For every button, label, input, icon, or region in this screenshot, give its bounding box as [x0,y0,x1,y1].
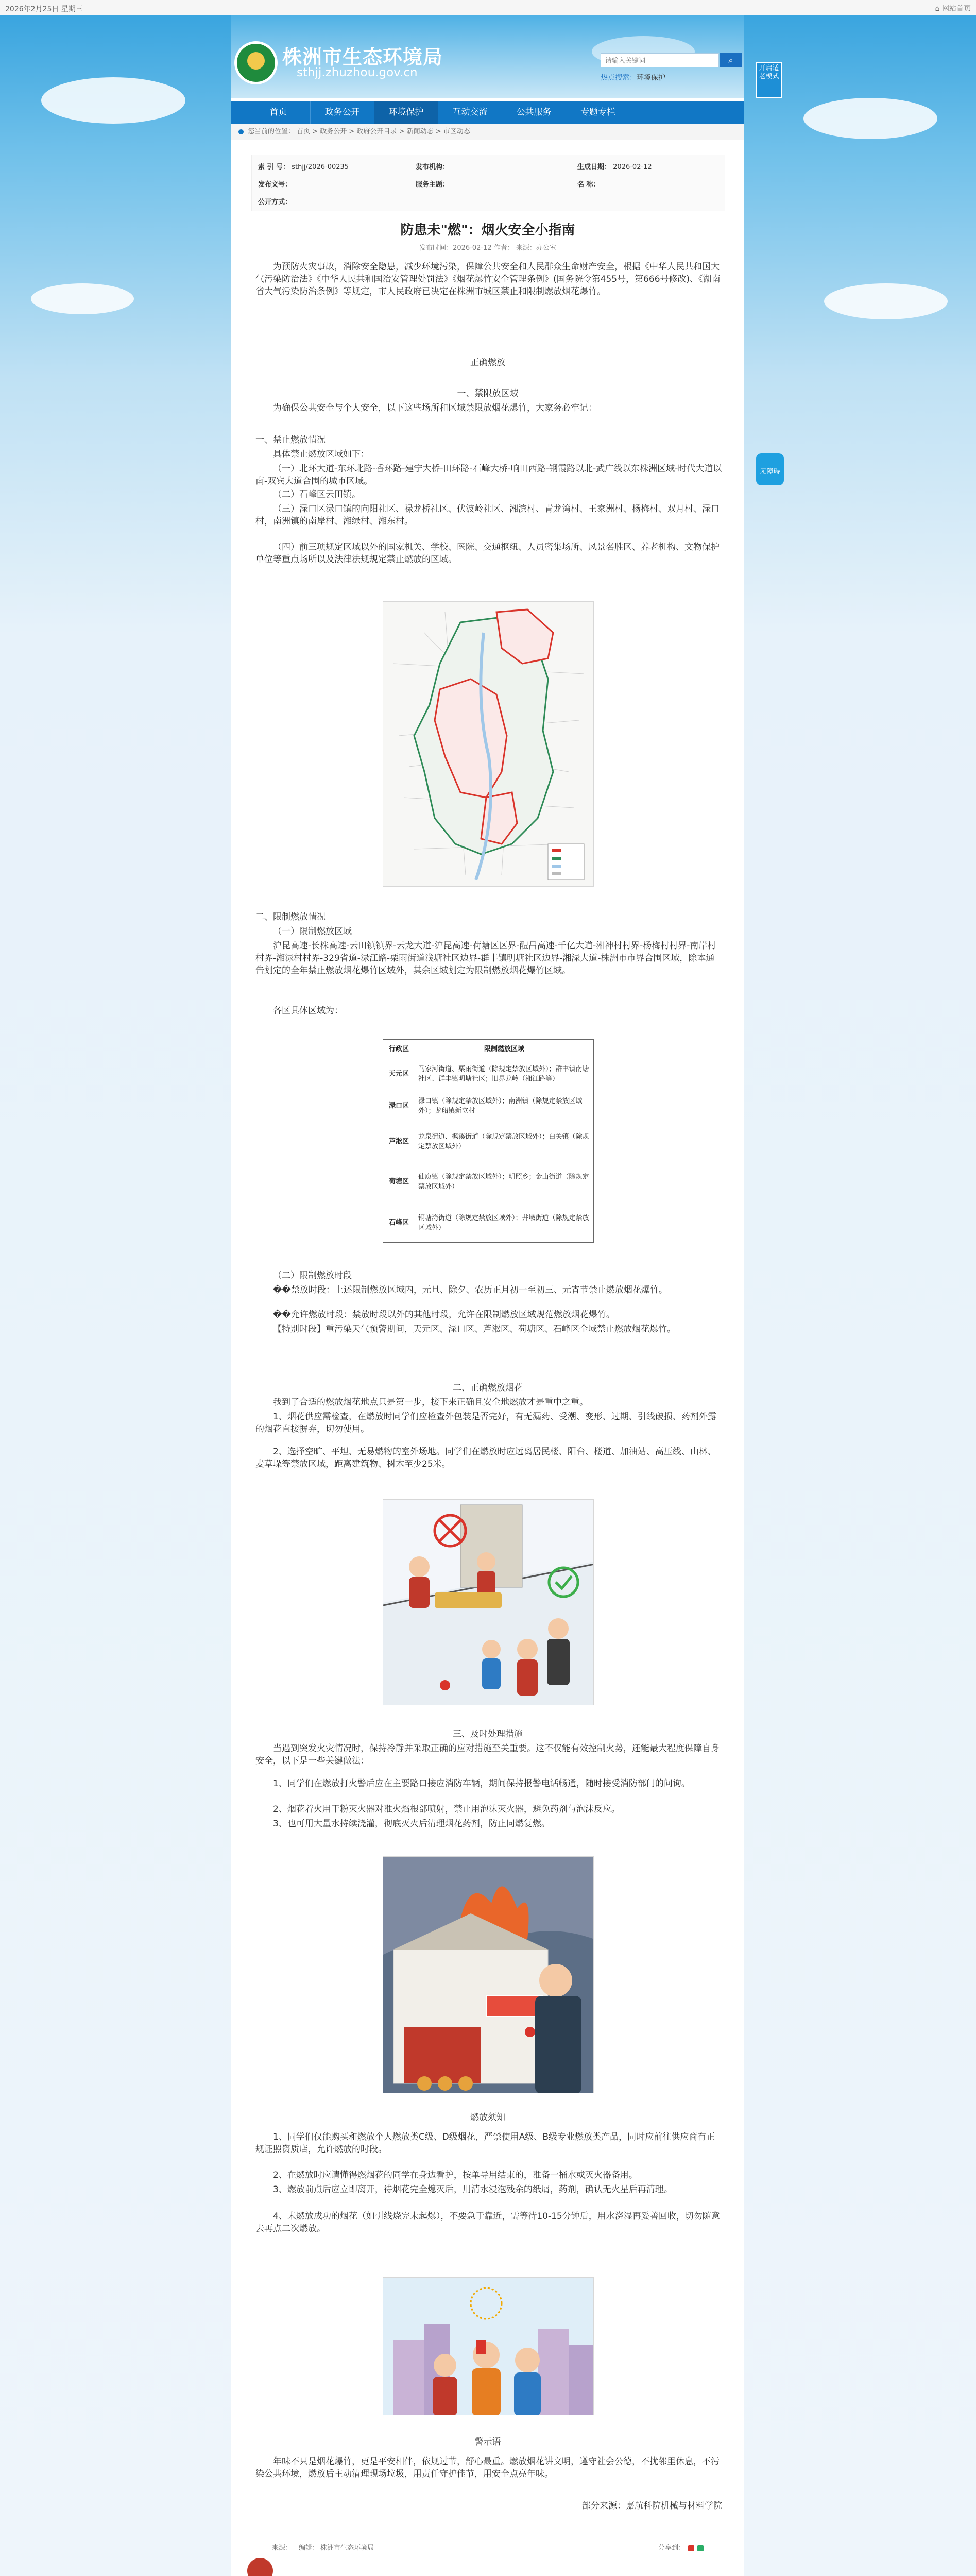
doc-label: 发布文号： [258,181,292,189]
para-time-title: （二）限制燃放时段 [273,1270,352,1281]
illustration-safe-firing-graphic [383,1500,594,1705]
para-three-2: 2、烟花着火用干粉灭火器对准火焰根部喷射，禁止用泡沫灭火器，避免药剂与泡沫反应。 [273,1804,620,1815]
para-three-1: 1、同学们在燃放打火警后应在主要路口接应消防车辆，期间保持报警电话畅通，随时接受消防部门的问询。 [273,1778,690,1789]
article-footer-info [251,2540,725,2555]
illustration-safe-firing [383,1499,594,1705]
heading-notice: 燃放须知 [470,2112,505,2123]
org-label: 发布机构： [416,163,450,171]
table-cell-district: 天元区 [383,1057,415,1089]
accessibility-button[interactable]: 无障碍 [756,453,784,485]
share-wechat-icon[interactable] [697,2545,704,2551]
heading-warning: 警示语 [474,2437,501,2447]
site-logo-icon[interactable] [234,41,278,84]
search-button[interactable] [720,53,742,67]
table-cell-area: 仙庾镇（除规定禁放区域外）；明照乡；金山街道（除规定禁放区域外） [415,1160,594,1201]
table-header-row [383,1040,594,1057]
illustration-firework-friends [383,2277,594,2415]
search-input[interactable] [601,53,719,67]
table-row [383,1089,594,1121]
illustration-firework-friends-graphic [383,2278,594,2415]
site-name: 株洲市生态环境局 [282,45,443,69]
topic-label: 服务主题： [416,181,450,189]
top-bar [0,0,976,15]
restricted-area-table [383,1039,594,1243]
para-ban-3: （三）渌口区渌口镇的向阳社区、禄龙桥社区、伏波岭社区、湘滨村、青龙湾村、王家洲村、杨梅村、双月村、渌口村，南洲镇的南岸村、湘绿村、湘东村。 [255,504,720,527]
info-metadata-box [251,155,725,211]
para-limit-2: 沪昆高速-长株高速-云田镇镇界-云龙大道-沪昆高速-荷塘区区界-醴昌高速-千亿大道-湘神村村界-杨梅村村界-南岸村村界-湘渌村村界-329省道-渌江路-栗雨街道浅塘社区边界-群丰镇明塘社区边界-湘渌大道-株洲市市界合围区域，除本通告划定的全年禁止燃放烟花爆竹区域外，其余区域划定为限制燃放烟花爆竹区域。 [255,941,716,976]
name-label: 名 称： [577,181,600,189]
current-date: 2026年2月25日 星期三 [5,5,83,13]
illustration-fire-handling-graphic [383,1857,594,2093]
para-ban-title: 一、禁止燃放情况 [255,435,326,445]
para-time-1: ��禁放时段：上述限制燃放区域内，元旦、除夕、农历正月初一至初三、元宵节禁止燃放烟花爆竹。 [273,1285,667,1295]
para-two-0: 我到了合适的燃放烟花地点只是第一步，接下来正确且安全地燃放才是重中之重。 [273,1397,588,1408]
table-row [383,1057,594,1089]
hot-search-word[interactable]: 环境保护 [637,74,665,82]
para-limit-1: （一）限制燃放区域 [273,926,352,937]
para-notice-2: 2、在燃放时应请懂得燃烟花的同学在身边看护，按单导用结束的，准备一桶水或灭火器备用。 [273,2170,638,2180]
table-row [383,1201,594,1243]
hot-search [601,72,665,82]
para-ban-area: 具体禁止燃放区域如下： [273,449,369,460]
table-cell-area: 龙泉街道、枫溪街道（除规定禁放区域外）；白关镇（除规定禁放区域外） [415,1121,594,1160]
para-author: 部分来源：嘉航科院机械与材料学院 [582,2501,722,2511]
para-notice-4: 4、未燃放成功的烟花（如引线烧完未起爆），不要急于靠近，需等待10-15分钟后，用水浇湿再妥善回收，切勿随意去再点二次燃放。 [255,2211,720,2234]
para-ban-4: （四）前三项规定区域以外的国家机关、学校、医院、交通枢纽、人员密集场所、风景名胜区、养老机构、文物保护单位等重点场所以及法律法规规定禁止燃放的区域。 [255,542,720,565]
search-icon: ⌕ [728,55,733,65]
para-notice-3: 3、燃放前点后应立即离开，待烟花完全熄灭后，用清水浸泡残余的纸屑，药剂，确认无火星后再清理。 [273,2184,673,2195]
table-header-district: 行政区 [383,1040,415,1057]
main-nav [231,101,744,124]
nav-public-service[interactable]: 公共服务 [502,101,566,124]
nav-env-protection[interactable]: 环境保护 [374,101,438,124]
share-weibo-icon[interactable] [688,2545,694,2551]
para-time-3: 【特别时段】重污染天气预警期间，天元区、渌口区、芦淞区、荷塘区、石峰区全域禁止燃放烟花爆竹。 [273,1324,676,1334]
map-graphic [383,602,594,887]
heading-section-three: 三、及时处理措施 [453,1729,523,1739]
table-row [383,1160,594,1201]
para-ban-2: （二）石峰区云田镇。 [273,489,361,500]
para-three-3: 3、也可用大量水持续浇灌，彻底灭火后清理烟花药剂，防止同燃复燃。 [273,1819,550,1829]
para-two-2: 2、选择空旷、平坦、无易燃物的室外场地。同学们在燃放时应远离居民楼、阳台、楼道、加油站、高压线、山林、麦草垛等禁放区域，距离建筑物、树木至少25米。 [255,1447,716,1469]
para-time-2: ��允许燃放时段：禁放时段以外的其他时段，允许在限制燃放区域规范燃放烟花爆竹。 [273,1310,615,1320]
home-link-label: 网站首页 [942,5,971,13]
para-notice-1: 1、同学们仅能购买和燃放个人燃放类C级、D级烟花，严禁使用A级、B级专业燃放类产品，同时应前往供应商有正规证照资质店，允许燃放的时段。 [255,2132,715,2155]
site-url: sthjj.zhuzhou.gov.cn [297,66,418,79]
table-cell-area: 渌口镇（除规定禁放区域外）；南洲镇（除规定禁放区域外）；龙船镇新立村 [415,1089,594,1121]
table-cell-district: 荷塘区 [383,1160,415,1201]
table-row [383,1121,594,1160]
heading-correct-firing: 正确燃放 [470,358,505,368]
editor-value: 株洲市生态环境局 [320,2544,374,2552]
nav-home[interactable]: 首页 [247,101,311,124]
home-icon: ⌂ [935,5,942,13]
date-label: 生成日期： [577,163,611,171]
article-intro: 为预防火灾事故，消除安全隐患，减少环境污染，保障公共安全和人民群众生命财产安全，根据《中华人民共和国大气污染防治法》《中华人民共和国治安管理处罚法》《烟花爆竹安全管理条例》(国务院令第455号，第666号修改)、《湖南省大气污染防治条例》等规定，市人民政府已决定在株洲市城区禁止和限制燃放烟花爆竹。 [255,262,721,297]
para-ban-1: （一）北环大道-东环北路-香环路-建宁大桥-田环路-石峰大桥-响田西路-钢霞路以北-武广线以东株洲区域-时代大道以南-双宾大道合围的城市区域。 [255,464,722,486]
form-label: 公开方式： [258,198,292,206]
nav-gov-info[interactable]: 政务公开 [311,101,374,124]
heading-section-two: 二、正确燃放烟花 [453,1383,523,1393]
date-value: 2026-02-12 [613,163,652,171]
source-label: 来源： [272,2544,293,2552]
index-value: sthjj/2026-00235 [292,163,349,171]
nav-special-topics[interactable]: 专题专栏 [580,107,615,117]
article-title: 防患未"燃"：烟火安全小指南 [400,223,575,238]
table-cell-district: 芦淞区 [383,1121,415,1160]
table-cell-district: 渌口区 [383,1089,415,1121]
home-link[interactable] [935,3,971,13]
para-section-one: 为确保公共安全与个人安全，以下这些场所和区域禁限放烟花爆竹，大家务必牢记： [273,403,597,413]
nav-interaction[interactable]: 互动交流 [438,101,502,124]
table-header-area: 限制燃放区域 [415,1040,594,1057]
para-warning: 年味不只是烟花爆竹，更是平安相伴，依规过节，舒心最重。燃放烟花讲文明，遵守社会公德，不扰邻里休息，不污染公共环境，燃放后主动清理现场垃圾，用责任守护佳节，用安全点亮年味。 [255,2456,720,2479]
table-cell-area: 马家河街道、栗雨街道（除规定禁放区域外）；群丰镇南塘社区、群丰镇明塘社区；旧界龙岭（湘江路等） [415,1057,594,1089]
editor-label: 编辑： [299,2544,319,2552]
heading-section-one: 一、禁限放区域 [457,388,519,399]
index-label: 索 引 号： [258,163,290,171]
para-limit-title: 二、限制燃放情况 [255,912,326,922]
restricted-area-map [383,601,594,887]
article-subinfo: 发布时间：2026-02-12 作者： 来源：办公室 [419,244,556,252]
para-three-0: 当遇到突发火灾情况时，保持冷静并采取正确的应对措施至关重要。这不仅能有效控制火势，还能最大程度保障自身安全，以下是一些关键做法： [255,1743,720,1766]
para-two-1: 1、烟花供应需检查，在燃放时同学们应检查外包装是否完好，有无漏药、受潮、变形、过期、引线破损、药剂外露的烟花直接摒弃，切勿使用。 [255,1412,716,1434]
table-cell-area: 铜塘湾街道（除规定禁放区域外）；井墩街道（除规定禁放区域外） [415,1201,594,1243]
illustration-fire-handling [383,1856,594,2093]
para-limit-3: 各区具体区域为： [273,1006,343,1016]
table-cell-district: 石峰区 [383,1201,415,1243]
elder-mode-button[interactable]: 开启适老模式 [756,62,782,98]
hot-search-label: 热点搜索： [601,74,637,82]
breadcrumb: 您当前的位置： 首页 > 政务公开 > 政府公开目录 > 新闻动态 > 市区动态 [231,124,744,140]
share-label: 分享到： [658,2544,686,2552]
